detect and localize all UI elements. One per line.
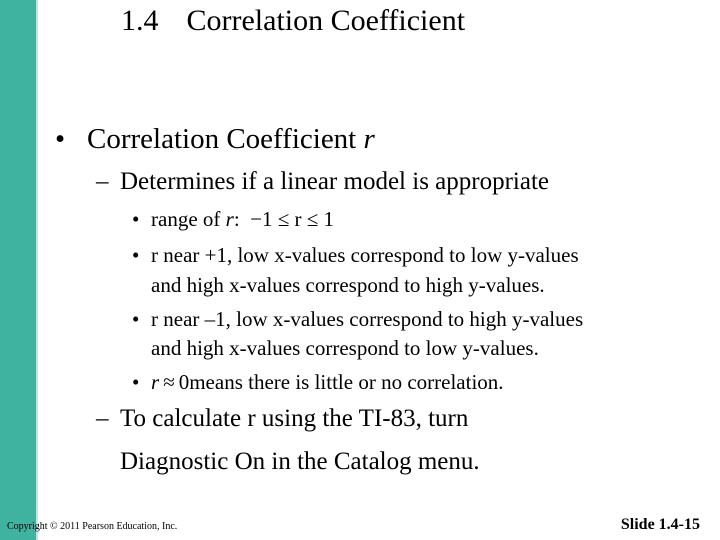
bullet-icon: • xyxy=(132,243,140,267)
sub-point-2-cont xyxy=(120,448,480,476)
bullet-icon: • xyxy=(132,307,140,331)
title-text: Correlation Coefficient xyxy=(186,4,466,37)
sub-point-1 xyxy=(96,168,549,196)
bullet-zero-var: r xyxy=(151,370,160,394)
bullet-positive-cont xyxy=(151,273,545,298)
sidebar-band xyxy=(0,0,36,540)
bullet-zero-text: means there is little or no correlation. xyxy=(189,370,504,394)
bullet-icon: • xyxy=(55,123,66,155)
bullet-negative-line1: r near –1, low x-values correspond to high y-values xyxy=(151,307,584,331)
bullet-icon: • xyxy=(132,370,140,394)
heading-text: Correlation Coefficient xyxy=(87,123,357,155)
slide-number: Slide 1.4-15 xyxy=(620,516,700,533)
bullet-negative xyxy=(132,307,583,332)
bullet-range xyxy=(132,207,334,232)
sub-point-2-line2: Diagnostic On in the Catalog menu. xyxy=(120,448,480,475)
bullet-zero-value: 0 xyxy=(178,370,190,394)
copyright-notice: Copyright © 2011 Pearson Education, Inc. xyxy=(7,521,178,532)
bullet-positive-line1: r near +1, low x-values correspond to low y-values xyxy=(151,243,579,267)
bullet-positive xyxy=(132,243,579,268)
title-number: 1.4 xyxy=(121,4,159,37)
bullet-range-var: r xyxy=(225,207,234,231)
heading-line xyxy=(55,123,375,156)
sidebar-edge xyxy=(36,0,38,540)
bullet-negative-line2: and high x-values correspond to low y-values. xyxy=(151,336,539,360)
dash-icon: – xyxy=(96,168,109,195)
slide-title xyxy=(121,4,465,38)
heading-var: r xyxy=(363,123,375,155)
sub-point-2-line1: To calculate r using the TI-83, turn xyxy=(120,405,469,432)
bullet-range-math: −1 ≤ r ≤ 1 xyxy=(250,207,335,231)
bullet-negative-cont xyxy=(151,336,539,361)
sub-point-1-text: Determines if a linear model is appropriate xyxy=(120,168,550,195)
bullet-positive-line2: and high x-values correspond to high y-values. xyxy=(151,273,545,297)
approx-symbol: ≈ xyxy=(163,370,175,394)
bullet-icon: • xyxy=(132,207,140,231)
sub-point-2 xyxy=(96,405,468,433)
bullet-range-colon: : xyxy=(233,207,240,231)
dash-icon: – xyxy=(96,405,109,432)
bullet-zero xyxy=(132,370,504,395)
bullet-range-prefix: range of xyxy=(151,207,226,231)
